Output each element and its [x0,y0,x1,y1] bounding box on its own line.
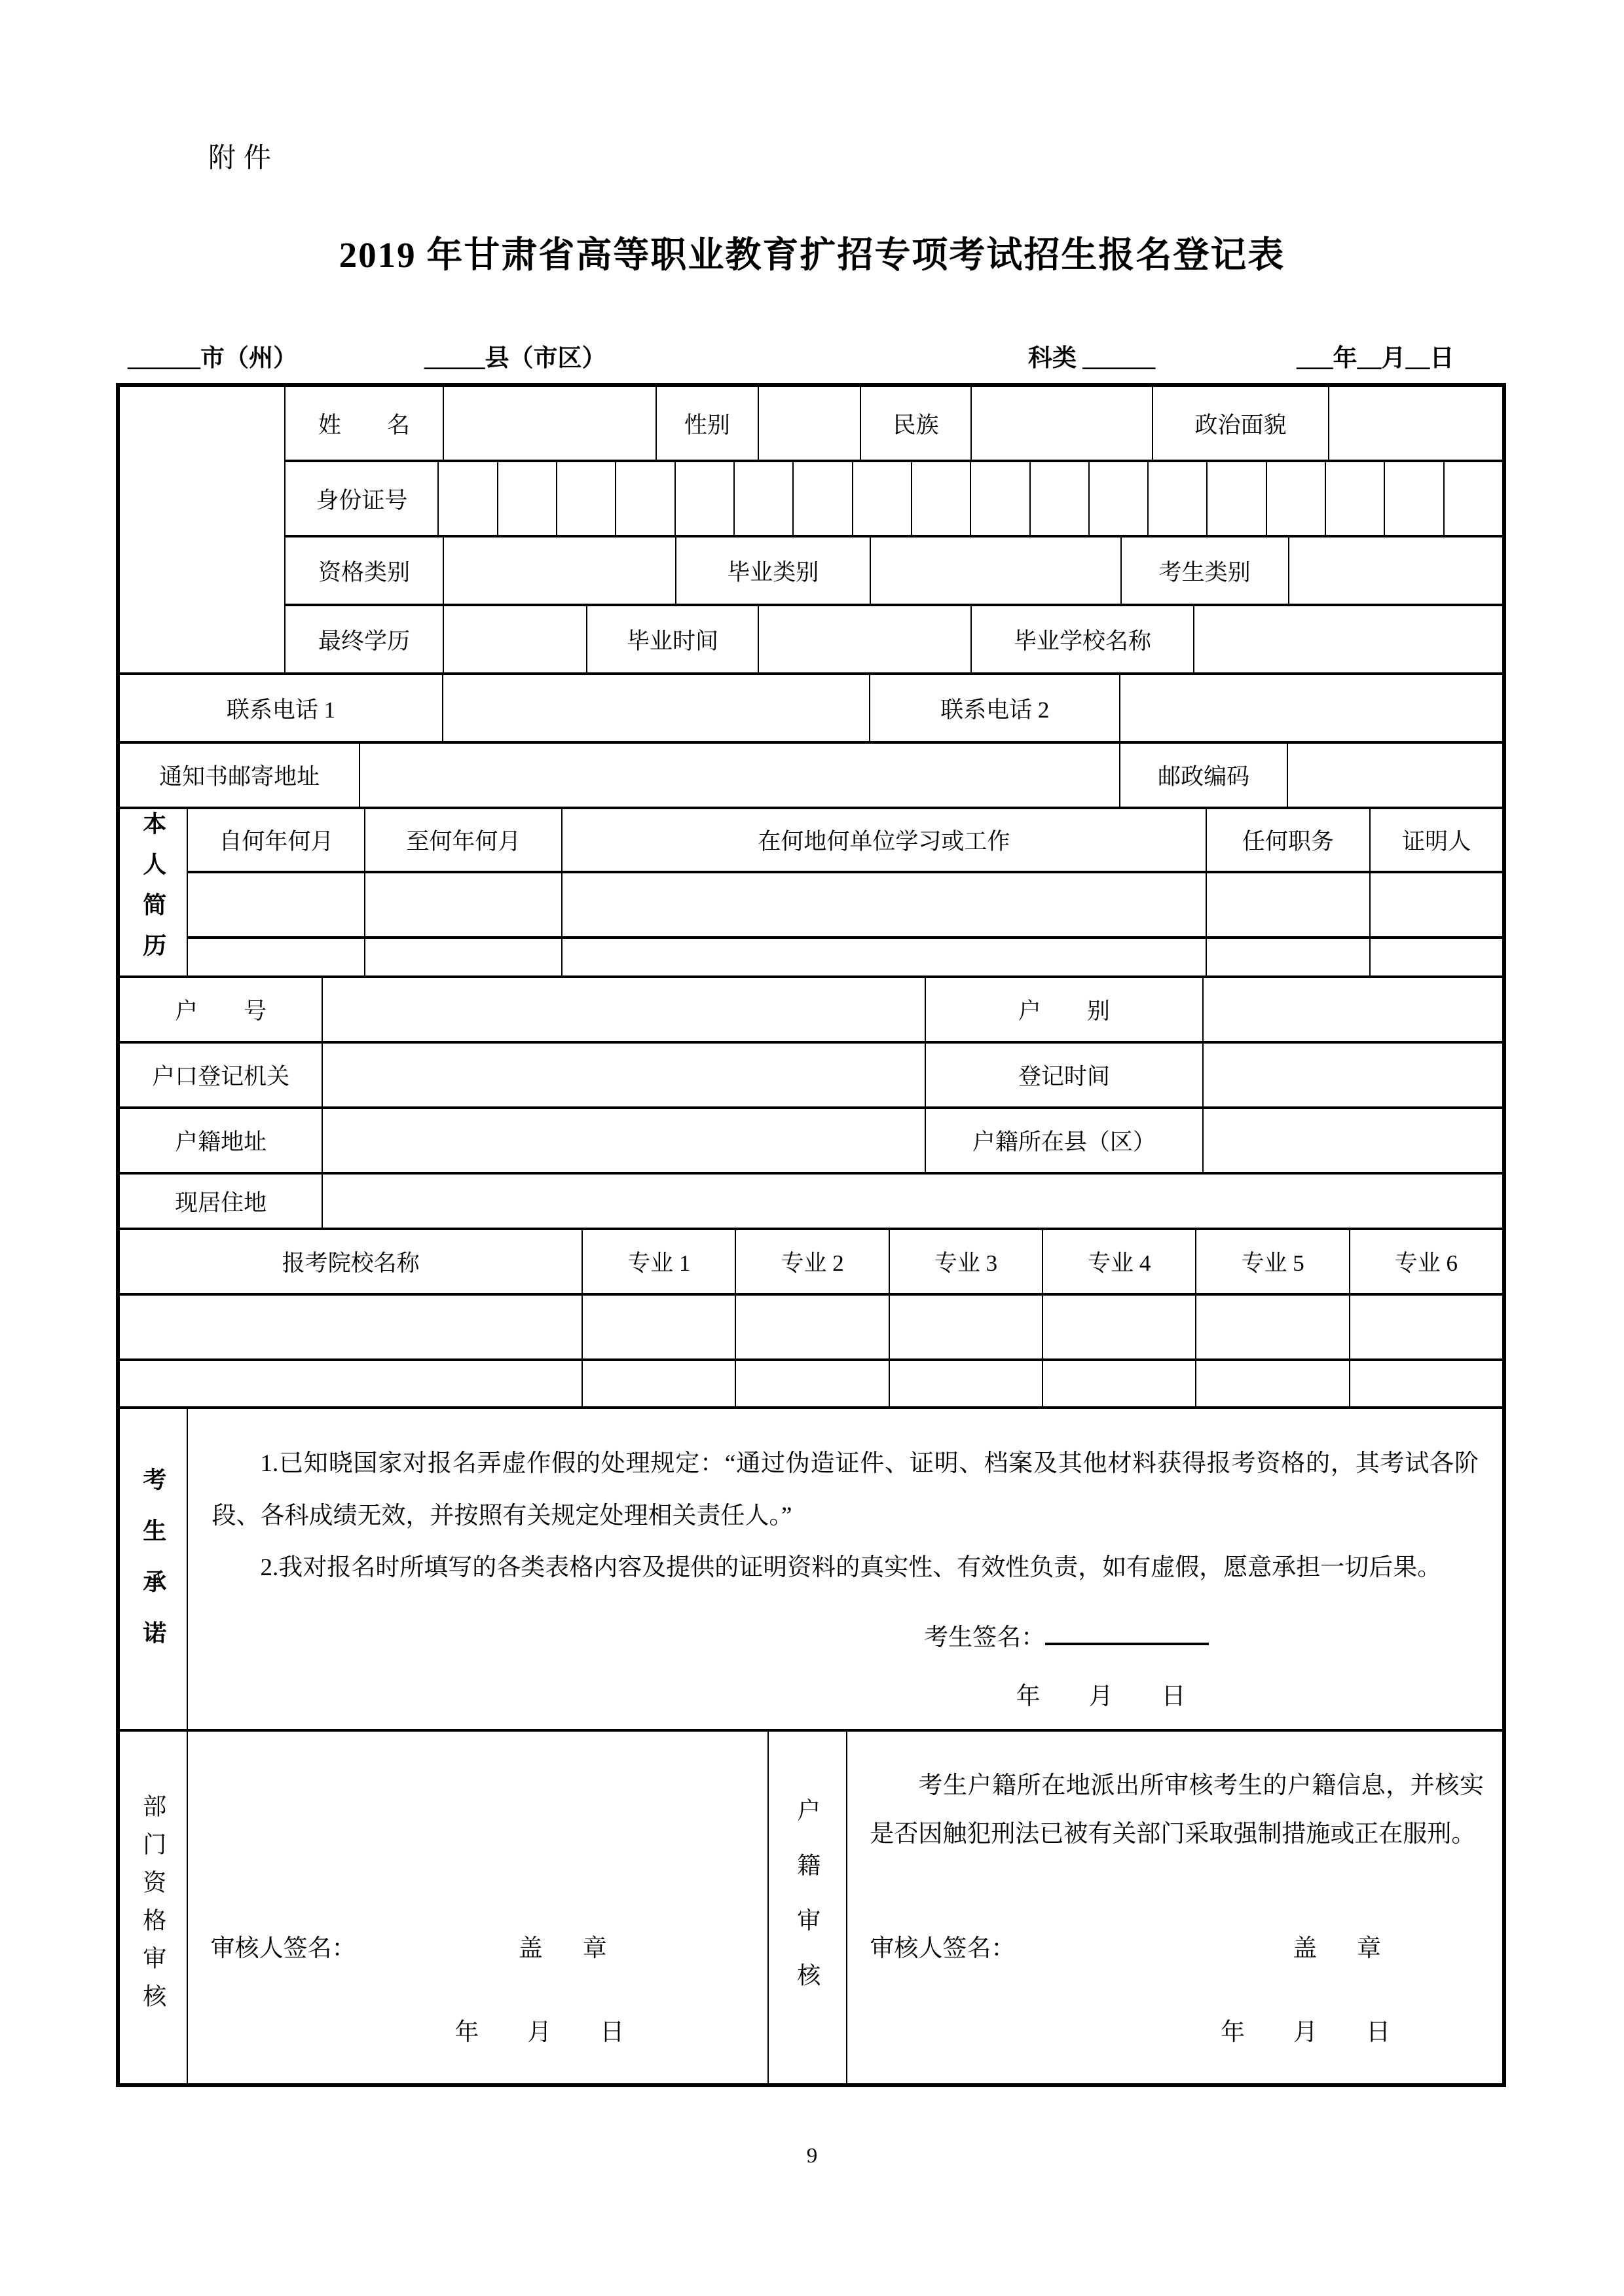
empty-cell [1350,1361,1502,1406]
hukou-review-label: 户籍审核 [769,1732,847,2083]
id-row [286,462,1502,538]
hu-type-value-cell [1204,978,1502,1041]
application-blank-row [120,1361,1502,1409]
political-value-cell [1329,387,1502,460]
hukou-seal-label: 盖 章 [1293,1935,1390,1962]
application-header-row [120,1230,1502,1296]
dept-review-label: 部门资格审核 [120,1732,188,2083]
ethnic-value-cell [972,387,1153,460]
hk-addr-value-cell [323,1109,925,1172]
empty-cell [890,1361,1043,1406]
candidate-signature-label: 考生签名： [924,1624,1046,1651]
empty-cell [1207,939,1371,975]
mail-addr-value-cell [360,744,1120,807]
photo-area [120,387,286,672]
id-digit-cell [616,462,675,535]
gender-label: 性别 [657,387,759,460]
id-label: 身份证号 [286,462,439,535]
reg-time-label: 登记时间 [926,1044,1204,1106]
cur-addr-label: 现居住地 [120,1175,323,1228]
final-edu-value-cell [444,606,587,672]
postcode-label: 邮政编码 [1120,744,1287,807]
final-edu-label: 最终学历 [286,606,443,672]
major6-label: 专业 6 [1394,1250,1458,1276]
hu-type-label: 户 别 [926,978,1204,1041]
promise-date-label: 年 月 日 [1016,1683,1186,1710]
promise-section [120,1409,1502,1732]
mail-address-row [120,744,1502,809]
page-number: 9 [806,2144,818,2168]
grad-time-label: 毕业时间 [587,606,759,672]
phone2-value-cell [1120,675,1502,741]
empty-cell [188,939,365,975]
reg-org-label: 户口登记机关 [120,1044,323,1106]
empty-cell [188,873,365,936]
promise-section-label: 考生承诺 [120,1409,188,1729]
empty-cell [583,1296,736,1358]
signature-line [1045,1619,1209,1645]
date-blank: ___年__月__日 [1297,345,1454,372]
promise-content [188,1409,1502,1729]
id-digit-cell [439,462,498,535]
resume-duty-label: 任何职务 [1207,809,1371,871]
application-blank-row [120,1296,1502,1361]
school-label: 报考院校名称 [120,1230,583,1293]
id-digit-cell [912,462,971,535]
form-header-line [118,338,1506,378]
hu-no-value-cell [323,978,925,1041]
major5-label: 专业 5 [1196,1230,1350,1293]
reg-org-value-cell [323,1044,925,1106]
resume-witness-label: 证明人 [1402,829,1471,854]
political-label: 政治面貌 [1153,387,1329,460]
id-digit-cell [557,462,616,535]
empty-cell [1207,873,1371,936]
promise-paragraph-2: 2.我对报名时所填写的各类表格内容及提供的证明资料的真实性、有效性负责，如有虚假，愿意承担一切后果。 [260,1554,1442,1582]
id-digit-cell [676,462,735,535]
cur-addr-value-cell [323,1175,1502,1228]
hu-no-row [120,978,1502,1044]
name-value-cell [444,387,657,460]
registration-form-table [116,383,1506,2087]
resume-from-label: 自何年何月 [188,809,365,871]
empty-cell [120,1296,583,1358]
empty-cell [583,1361,736,1406]
id-cells [439,462,1502,535]
hukou-date-label: 年 月 日 [1221,2019,1391,2046]
empty-cell [563,873,1206,936]
id-digit-cell [1208,462,1266,535]
resume-header-row [188,809,1502,873]
empty-cell [1350,1296,1502,1358]
reg-org-row [120,1044,1502,1109]
id-digit-cell [853,462,912,535]
id-digit-cell [971,462,1030,535]
dept-review-content [188,1732,769,2083]
mail-addr-label: 通知书邮寄地址 [120,744,360,807]
hu-no-label: 户 号 [120,978,323,1041]
resume-blank-row [188,873,1502,939]
cand-type-label: 考生类别 [1122,538,1289,604]
hukou-review-text: 考生户籍所在地派出所审核考生的户籍信息，并核实是否因触犯刑法已被有关部门采取强制措施或正在服刑。 [870,1772,1484,1848]
education-row [286,606,1502,672]
dept-date-label: 年 月 日 [454,2019,625,2046]
empty-cell [365,939,563,975]
category-blank: 科类 ______ [1028,345,1156,372]
major3-label: 专业 3 [890,1230,1043,1293]
empty-cell [1043,1296,1196,1358]
resume-blank-row [188,939,1502,975]
id-digit-cell [498,462,557,535]
empty-cell [890,1296,1043,1358]
gender-value-cell [759,387,861,460]
major2-label: 专业 2 [736,1230,889,1293]
hukou-review-content [847,1732,1502,2083]
id-digit-cell [1090,462,1149,535]
candidate-signature-row [924,1617,1209,1652]
attachment-label: 附件 [208,143,280,173]
grad-type-label: 毕业类别 [676,538,871,604]
dept-seal-label: 盖 章 [518,1935,615,1962]
id-digit-cell [794,462,853,535]
id-digit-cell [1149,462,1208,535]
major1-label: 专业 1 [583,1230,736,1293]
empty-cell [1196,1296,1350,1358]
grad-school-value-cell [1194,606,1502,672]
hk-county-label: 户籍所在县（区） [926,1109,1204,1172]
empty-cell [736,1296,889,1358]
postcode-value-cell [1288,744,1502,807]
hk-county-value-cell [1204,1109,1502,1172]
dept-reviewer-signature-label: 审核人签名： [210,1935,356,1962]
resume-where-label: 在何地何单位学习或工作 [563,809,1206,871]
phone2-label: 联系电话 2 [870,675,1120,741]
qual-type-label: 资格类别 [286,538,443,604]
county-blank: _____县（市区） [424,345,606,372]
hukou-reviewer-signature-label: 审核人签名： [870,1935,1016,1962]
empty-cell [365,873,563,936]
hk-addr-label: 户籍地址 [120,1109,323,1172]
empty-cell [120,1361,583,1406]
id-digit-cell [735,462,794,535]
resume-section-label: 本人简历 [120,809,188,975]
page-title: 2019 年甘肃省高等职业教育扩招专项考试招生报名登记表 [339,235,1285,275]
id-digit-cell [1267,462,1326,535]
promise-paragraph-1: 1.已知晓国家对报名弄虚作假的处理规定：“通过伪造证件、证明、档案及其他材料获得报考资格的，其考试各阶段、各科成绩无效，并按照有关规定处理相关责任人。” [212,1450,1479,1529]
ethnic-label: 民族 [861,387,972,460]
qual-type-value-cell [444,538,676,604]
city-blank: ______市（州） [128,345,297,372]
phone1-value-cell [443,675,870,741]
grad-school-label: 毕业学校名称 [972,606,1194,672]
cand-type-value-cell [1289,538,1502,604]
empty-cell [1371,939,1502,975]
empty-cell [1371,873,1502,936]
empty-cell [1043,1361,1196,1406]
id-digit-cell [1445,462,1502,535]
empty-cell [736,1361,889,1406]
review-section [120,1732,1502,2083]
hk-addr-row [120,1109,1502,1175]
top-section [120,387,1502,675]
grad-time-value-cell [759,606,972,672]
grad-type-value-cell [871,538,1122,604]
id-digit-cell [1031,462,1090,535]
name-row [286,387,1502,462]
id-digit-cell [1385,462,1444,535]
reg-time-value-cell [1204,1044,1502,1106]
current-addr-row [120,1175,1502,1230]
major4-label: 专业 4 [1043,1230,1196,1293]
empty-cell [563,939,1206,975]
resume-to-label: 至何年何月 [365,809,563,871]
empty-cell [1196,1361,1350,1406]
qualification-row [286,538,1502,606]
name-label: 姓 名 [286,387,443,460]
phone1-label: 联系电话 1 [120,675,443,741]
id-digit-cell [1326,462,1385,535]
phone-row [120,675,1502,744]
resume-section [120,809,1502,978]
